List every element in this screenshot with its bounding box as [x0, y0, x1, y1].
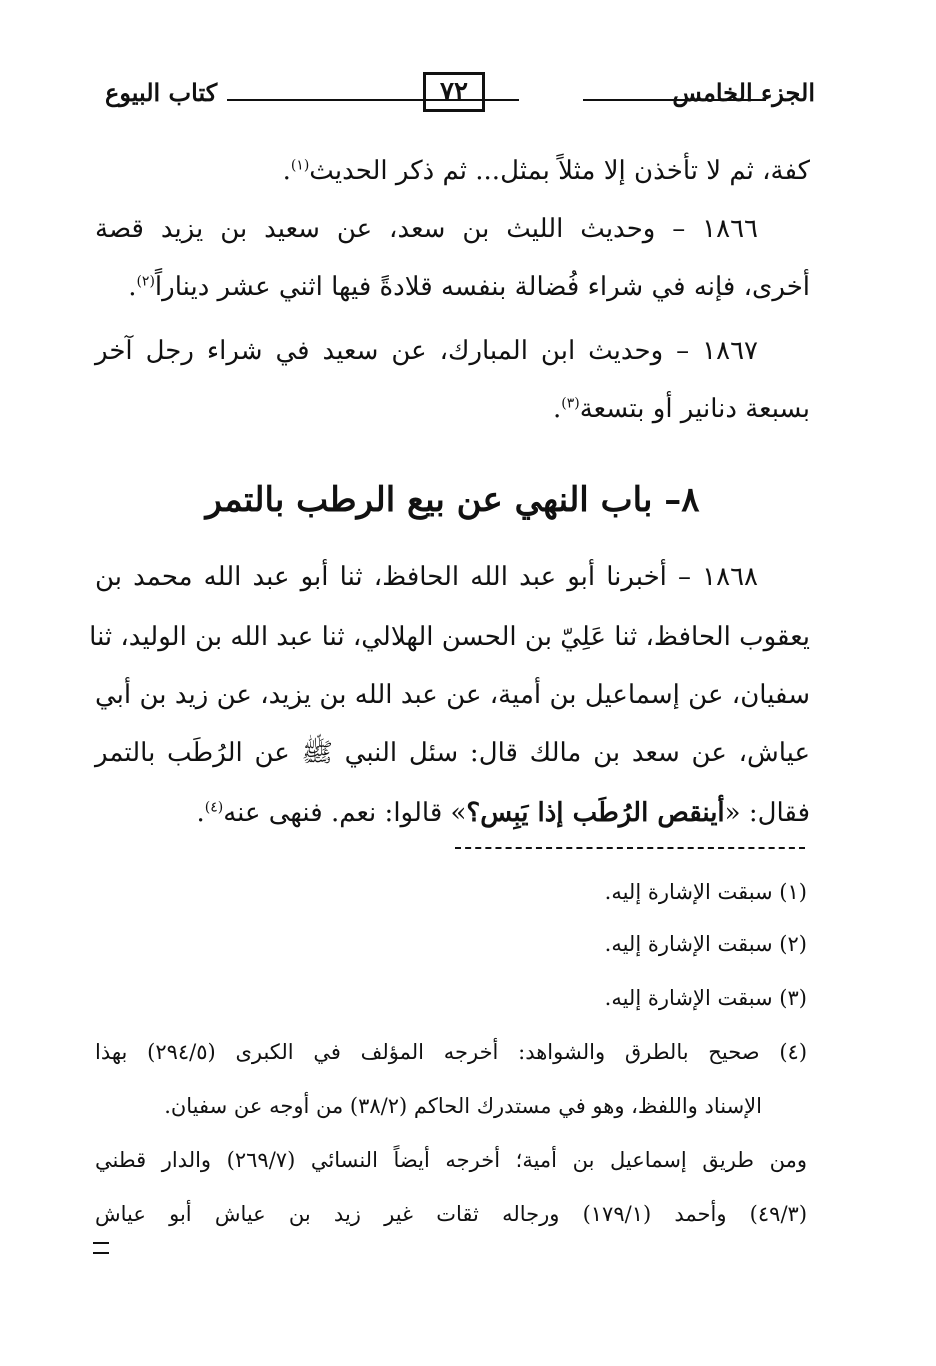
header-book-title: كتاب البيوع [105, 78, 218, 107]
hadith-quote: أينقص الرُطَب إذا يَبِس؟ [466, 798, 725, 828]
header-rule-left [227, 99, 519, 101]
continuation-mark [93, 1242, 109, 1254]
footnote-ref: (١) [290, 157, 310, 174]
header-rule-right [583, 99, 766, 101]
footnote-separator [455, 847, 805, 849]
footnote: (٤) صحيح بالطرق والشواهد: أخرجه المؤلف في الكبرى (٢٩٤/٥) بهذا [95, 1040, 808, 1064]
footnote: (١) سبقت الإشارة إليه. [604, 880, 807, 904]
body-line: ١٨٦٧ – وحديث ابن المبارك، عن سعيد في شراء رجل آخر [95, 336, 758, 366]
body-line: ١٨٦٦ – وحديث الليث بن سعد، عن سعيد بن يزيد قصة [95, 214, 758, 244]
hadith-line: سفيان، عن إسماعيل بن أمية، عن عبد الله بن يزيد، عن زيد بن أبي [95, 680, 810, 710]
body-line: كفة، ثم لا تأخذن إلا مثلاً بمثل... ثم ذكر الحديث$^{(١)}$. [282, 156, 810, 186]
body-line: أخرى، فإنه في شراء فُضالة بنفسه قلادةً فيها اثني عشر ديناراً$^{(٢)}$. [128, 272, 810, 302]
footnote-ref: (٣) [561, 395, 580, 412]
footnote-continuation: ومن طريق إسماعيل بن أمية؛ أخرجه أيضاً النسائي (٢٦٩/٧) والدار قطني [95, 1148, 807, 1172]
footnote: (٢) سبقت الإشارة إليه. [604, 932, 807, 956]
footnote-continuation: الإسناد واللفظ، وهو في مستدرك الحاكم (٣٨/٢) من أوجه عن سفيان. [164, 1094, 762, 1118]
body-line: بسبعة دنانير أو بتسعة$^{(٣)}$. [553, 394, 810, 424]
hadith-line: عياش، عن سعد بن مالك قال: سئل النبي ﷺ عن الرُطَب بالتمر [95, 738, 810, 768]
hadith-line: ١٨٦٨ – أخبرنا أبو عبد الله الحافظ، ثنا أبو عبد الله محمد بن [95, 562, 758, 592]
footnote-ref: (٤) [204, 799, 224, 816]
footnote-ref: (٢) [136, 273, 155, 290]
hadith-line: فقال: «أينقص الرُطَب إذا يَبِس؟» قالوا: نعم. فنهى عنه$^{(٤)}$. [196, 798, 810, 828]
chapter-title: ٨– باب النهي عن بيع الرطب بالتمر [205, 480, 700, 520]
page-number: ٧٢ [423, 72, 485, 112]
page-header [95, 70, 815, 120]
footnote: (٣) سبقت الإشارة إليه. [604, 986, 807, 1010]
hadith-line: يعقوب الحافظ، ثنا عَلِيّ بن الحسن الهلالي، ثنا عبد الله بن الوليد، ثنا [89, 622, 810, 652]
footnote-continuation: (٤٩/٣) وأحمد (١٧٩/١) ورجاله ثقات غير زيد بن عياش أبو عياش [95, 1202, 808, 1226]
header-part-title: الجزء الخامس [672, 78, 815, 107]
